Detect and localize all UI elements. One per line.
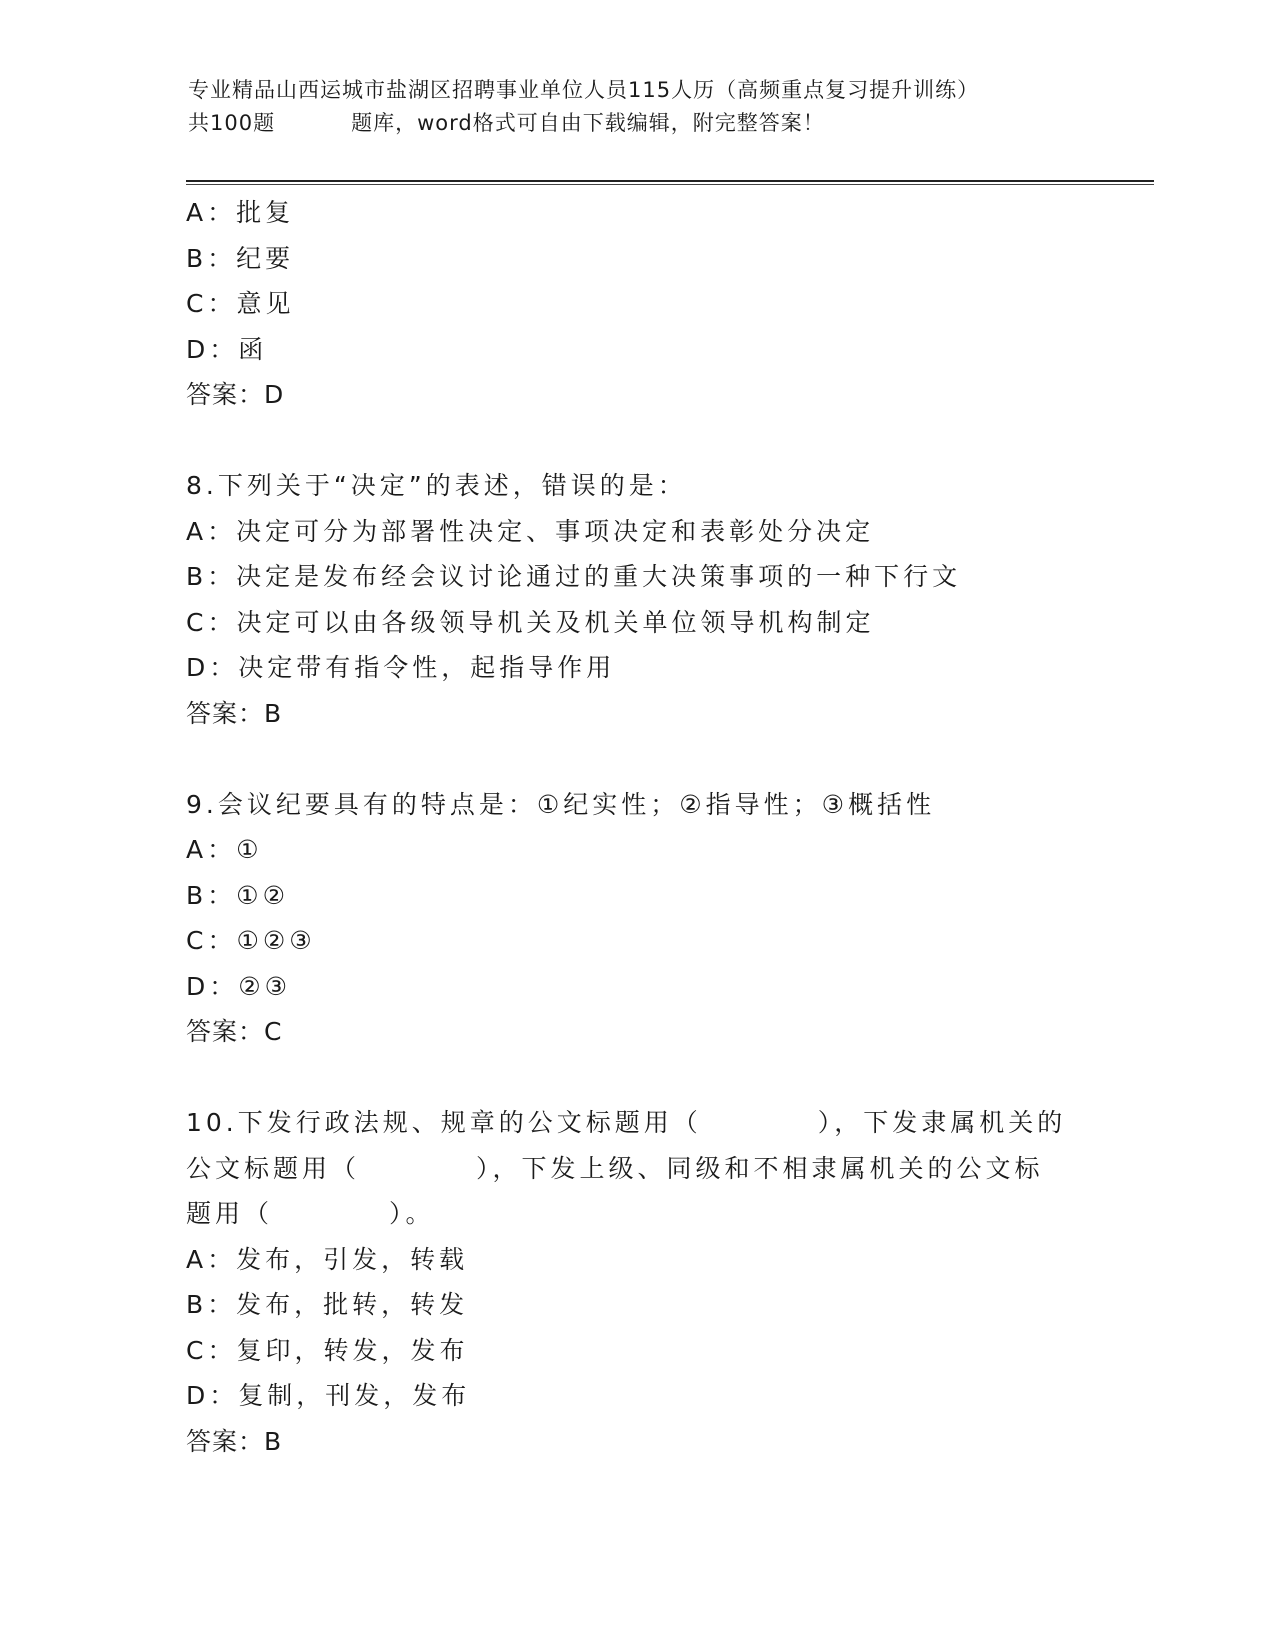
- header-title-line1: 专业精品山西运城市盐湖区招聘事业单位人员115人历（高频重点复习提升训练）: [188, 78, 980, 102]
- page-header: [188, 74, 1088, 140]
- document-body: [186, 190, 1086, 1464]
- option-b: B：发布，批转，转发: [186, 1290, 469, 1319]
- option-a: A：发布，引发，转载: [186, 1244, 469, 1274]
- question-stem-line1: 10.下发行政法规、规章的公文标题用（ ），下发隶属机关的: [186, 1108, 1067, 1137]
- answer: 答案：C: [186, 1017, 283, 1046]
- option-d: D：决定带有指令性，起指导作用: [186, 653, 616, 682]
- answer: 答案：B: [186, 698, 283, 728]
- option-a: A：批复: [186, 198, 295, 227]
- option-c: C：复印，转发，发布: [186, 1335, 469, 1365]
- answer: 答案：B: [186, 1426, 283, 1456]
- option-c: C：①②③: [186, 926, 316, 955]
- answer: 答案：D: [186, 380, 285, 409]
- question-stem: 9.会议纪要具有的特点是：①纪实性；②指导性；③概括性: [186, 789, 936, 819]
- question-stem-line3: 题用（ ）。: [186, 1199, 435, 1228]
- option-c: C：决定可以由各级领导机关及机关单位领导机构制定: [186, 607, 875, 637]
- option-d: D：②③: [186, 971, 292, 1001]
- question-stem-line2: 公文标题用（ ），下发上级、同级和不相隶属机关的公文标: [186, 1153, 1044, 1183]
- header-description: 题库，word格式可自由下载编辑，附完整答案！: [351, 111, 825, 135]
- question-10: [186, 1100, 1086, 1464]
- header-divider-thick: [186, 180, 1154, 182]
- header-title-line2: [188, 107, 1088, 140]
- question-stem: 8.下列关于“决定”的表述，错误的是：: [186, 471, 687, 500]
- option-a: A：①: [186, 835, 263, 864]
- option-b: B：决定是发布经会议讨论通过的重大决策事项的一种下行文: [186, 562, 962, 591]
- option-d: D：复制，刊发，发布: [186, 1381, 471, 1410]
- option-c: C：意见: [186, 289, 295, 318]
- option-a: A：决定可分为部署性决定、事项决定和表彰处分决定: [186, 516, 875, 546]
- option-d: D：函: [186, 334, 268, 364]
- question-9: [186, 782, 1086, 1055]
- header-question-count: 共100题: [188, 111, 276, 135]
- header-divider-thin: [186, 184, 1154, 185]
- question-8: [186, 463, 1086, 736]
- option-b: B：纪要: [186, 243, 295, 273]
- question-7-continued: [186, 190, 1086, 418]
- option-b: B：①②: [186, 880, 289, 910]
